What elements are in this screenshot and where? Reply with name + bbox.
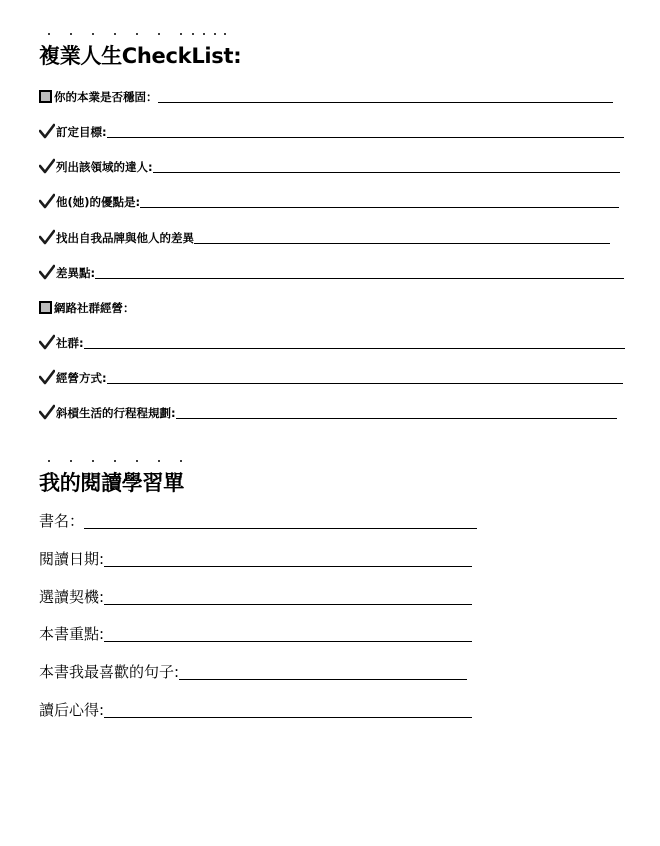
answer-line[interactable] (95, 278, 624, 279)
answer-line[interactable] (176, 418, 617, 419)
checklist-item (39, 297, 135, 315)
checklist-item-label: 他(她)的優點是: (56, 195, 141, 209)
reading-title: 我的閱讀學習單 (39, 471, 184, 495)
check-icon (39, 193, 55, 209)
check-icon (39, 158, 55, 174)
check-icon (39, 404, 55, 420)
checklist-item (39, 191, 619, 209)
reading-item-label: 閱讀日期: (39, 550, 105, 568)
answer-line[interactable] (104, 566, 472, 567)
check-icon (39, 123, 55, 139)
reading-item (39, 510, 477, 530)
reading-item-label: 選讀契機: (39, 588, 105, 606)
checklist-item-label: 訂定目標: (56, 125, 107, 139)
checklist-item-label: 差異點: (56, 266, 96, 280)
reading-item (39, 548, 472, 568)
checklist-item-label: 列出該領域的達人: (56, 160, 153, 174)
checklist-item (39, 156, 620, 174)
check-icon (39, 229, 55, 245)
reading-item (39, 661, 467, 681)
checklist-item (39, 262, 624, 280)
reading-item-label: 讀后心得: (39, 701, 105, 719)
answer-line[interactable] (104, 641, 472, 642)
check-icon (39, 369, 55, 385)
answer-line[interactable] (84, 348, 625, 349)
checklist-item-label: 你的本業是否穩固： (54, 90, 158, 104)
answer-line[interactable] (194, 243, 610, 244)
reading-item (39, 586, 472, 606)
reading-item (39, 623, 472, 643)
answer-line[interactable] (84, 528, 477, 529)
checklist-item (39, 86, 613, 104)
answer-line[interactable] (153, 172, 620, 173)
answer-line[interactable] (107, 383, 623, 384)
answer-line[interactable] (179, 679, 467, 680)
checklist-item (39, 332, 625, 350)
checklist-item (39, 367, 623, 385)
reading-item-label: 本書重點: (39, 625, 105, 643)
checklist-item (39, 227, 610, 245)
checklist-item-label: 找出自我品牌與他人的差異 (56, 231, 194, 245)
checkbox-icon[interactable] (39, 301, 52, 314)
reading-item (39, 699, 472, 719)
title-dots-bottom (48, 460, 188, 466)
reading-item-label: 書名： (39, 512, 85, 530)
check-icon (39, 334, 55, 350)
checklist-item-label: 經營方式: (56, 371, 107, 385)
checkbox-icon[interactable] (39, 90, 52, 103)
answer-line[interactable] (158, 102, 613, 103)
answer-line[interactable] (104, 717, 472, 718)
checklist-item (39, 402, 617, 420)
answer-line[interactable] (104, 604, 472, 605)
check-icon (39, 264, 55, 280)
checklist-item-label: 斜槓生活的行程程規劃: (56, 406, 176, 420)
checklist-item-label: 社群: (56, 336, 84, 350)
checklist-item-label: 網路社群經營： (54, 301, 135, 315)
answer-line[interactable] (140, 207, 619, 208)
answer-line[interactable] (107, 137, 624, 138)
reading-item-label: 本書我最喜歡的句子: (39, 663, 180, 681)
checklist-title: 複業人生CheckList: (39, 44, 242, 68)
title-dots-top (48, 33, 228, 39)
checklist-item (39, 121, 624, 139)
